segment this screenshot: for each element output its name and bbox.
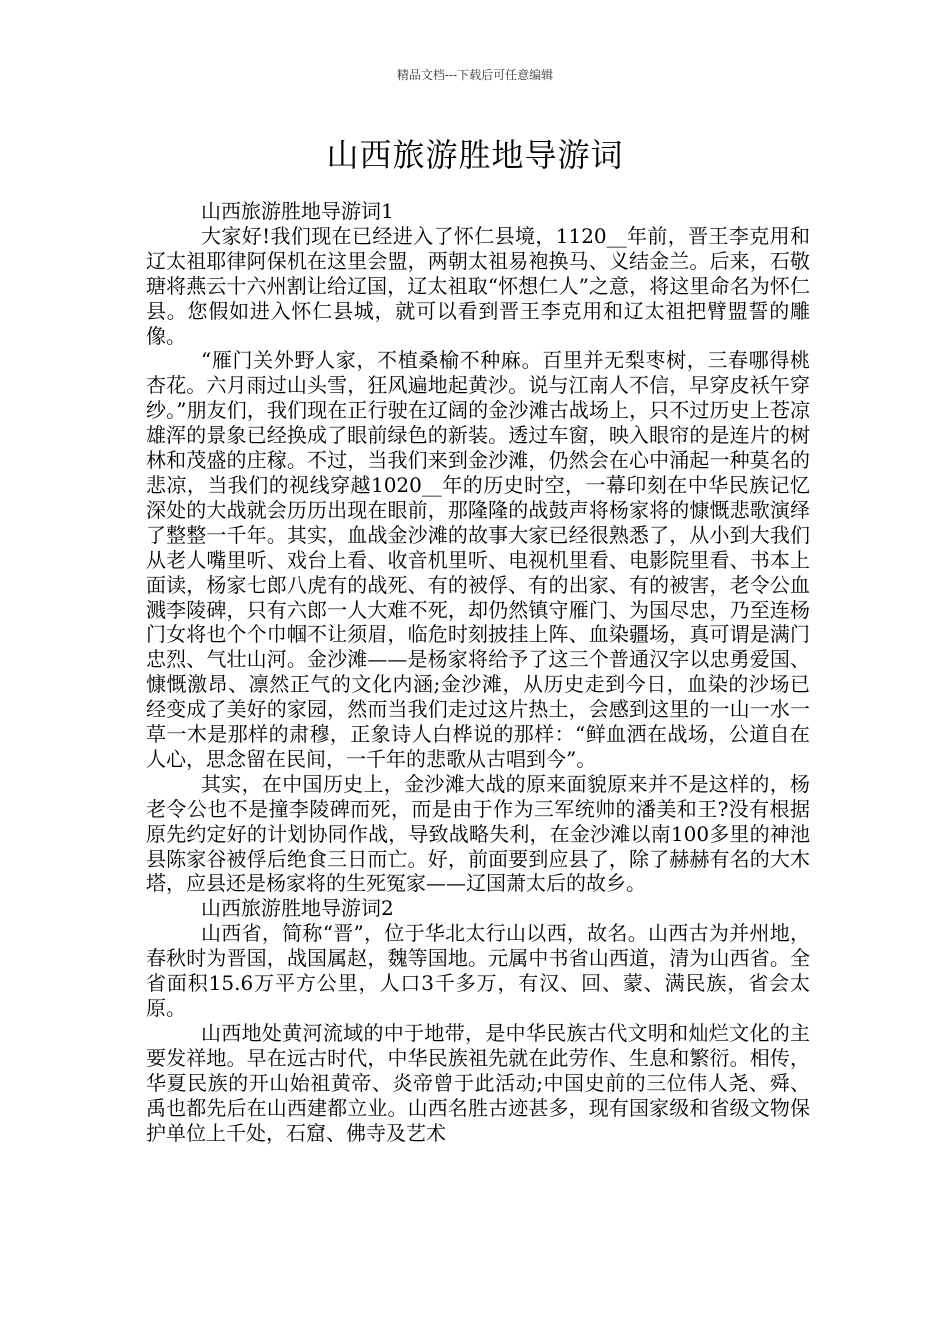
document-body (146, 199, 810, 1145)
section-subtitle-2: 山西旅游胜地导游词2 (201, 896, 394, 921)
paragraph-1: 大家好!我们现在已经进入了怀仁县境，1120__年前，晋王李克用和辽太祖耶律阿保机在这里会盟，两朝太祖易袍换马、义结金兰。后来，石敬瑭将燕云十六州割让给辽国，辽太祖取“怀想仁人”之意，将这里命名为怀仁县。您假如进入怀仁县城，就可以看到晋王李克用和辽太祖把臂盟誓的雕像。 (146, 223, 810, 348)
paragraph-2: “雁门关外野人家，不植桑榆不种麻。百里并无梨枣树，三春哪得桃杏花。六月雨过山头雪，狂风遍地起黄沙。说与江南人不信，早穿皮袄午穿纱。”朋友们，我们现在正行驶在辽阔的金沙滩古战场上，只不过历史上苍凉雄浑的景象已经换成了眼前绿色的新装。透过车窗，映入眼帘的是连片的树林和茂盛的庄稼。不过，当我们来到金沙滩，仍然会在心中涌起一种莫名的悲凉，当我们的视线穿越1020__年的历史时空，一幕印刻在中华民族记忆深处的大战就会历历出现在眼前，那隆隆的战鼓声将杨家将的慷慨悲歌演绎了整整一千年。其实，血战金沙滩的故事大家已经很熟悉了，从小到大我们从老人嘴里听、戏台上看、收音机里听、电视机里看、电影院里看、书本上面读，杨家七郎八虎有的战死、有的被俘、有的出家、有的被害，老令公血溅李陵碑，只有六郎一人大难不死，却仍然镇守雁门、为国尽忠，乃至连杨门女将也个个巾帼不让须眉，临危时刻披挂上阵、血染疆场，真可谓是满门忠烈、气壮山河。金沙滩——是杨家将给予了这三个普通汉字以忠勇爱国、慷慨激昂、凛然正气的文化内涵;金沙滩，从历史走到今日，血染的沙场已经变成了美好的家园，然而当我们走过这片热土，会感到这里的一山一水一草一木是那样的肃穆，正象诗人白桦说的那样：“鲜血洒在战场，公道自在人心，思念留在民间，一千年的悲歌从古唱到今”。 (146, 348, 810, 771)
section-subtitle-1: 山西旅游胜地导游词1 (201, 199, 394, 223)
paragraph-4: 山西省，简称“晋”，位于华北太行山以西，故名。山西古为并州地，春秋时为晋国，战国属赵，魏等国地。元属中书省山西道，清为山西省。全省面积15.6万平方公里，人口3千多万，有汉、回、蒙、满民族，省会太原。 (146, 921, 810, 1020)
document-title: 山西旅游胜地导游词 (326, 136, 624, 174)
paragraph-5: 山西地处黄河流域的中于地带，是中华民族古代文明和灿烂文化的主要发祥地。早在远古时代，中华民族祖先就在此劳作、生息和繁衍。相传，华夏民族的开山始祖黄帝、炎帝曾于此活动;中国史前的三位伟人尧、舜、禹也都先后在山西建都立业。山西名胜古迹甚多，现有国家级和省级文物保护单位上千处，石窟、佛寺及艺术 (146, 1020, 810, 1145)
header-note: 精品文档---下载后可任意编辑 (396, 68, 554, 82)
paragraph-3: 其实，在中国历史上，金沙滩大战的原来面貌原来并不是这样的，杨老令公也不是撞李陵碑而死，而是由于作为三军统帅的潘美和王?没有根据原先约定好的计划协同作战，导致战略失利，在金沙滩以南100多里的神池县陈家谷被俘后绝食三日而亡。好，前面要到应县了，除了赫赫有名的大木塔，应县还是杨家将的生死冤家——辽国萧太后的故乡。 (146, 771, 810, 896)
